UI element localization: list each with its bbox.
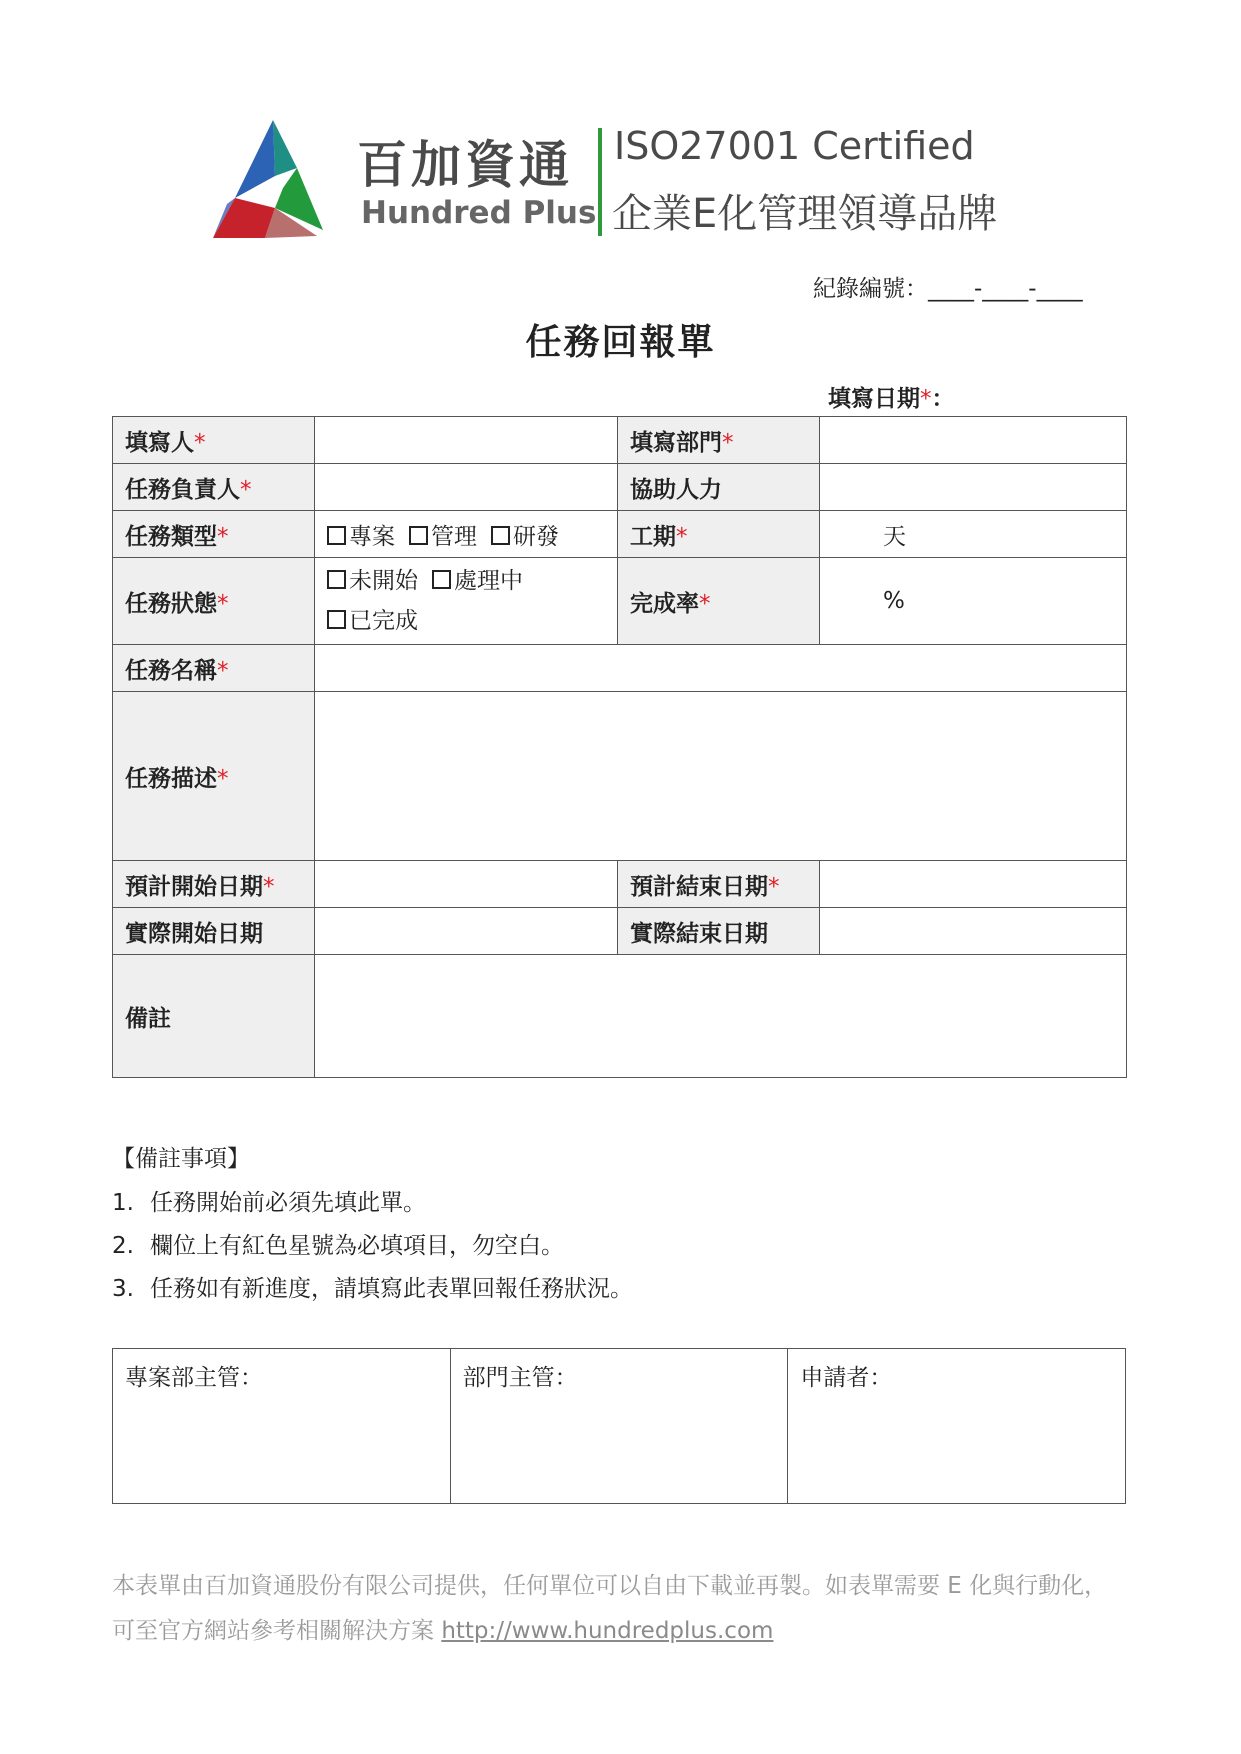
record-number-label: 紀錄編號：	[813, 276, 928, 302]
completion-unit: %	[883, 588, 905, 614]
task-status-label: 任務狀態*	[113, 558, 315, 645]
actual-start-field[interactable]	[315, 908, 618, 955]
signature-project-manager[interactable]: 專案部主管：	[113, 1349, 451, 1504]
duration-unit: 天	[883, 523, 906, 550]
footer-note	[112, 1564, 1122, 1654]
completion-field[interactable]	[820, 558, 1127, 645]
notes-heading: 【備註事項】	[112, 1146, 250, 1172]
filler-label: 填寫人*	[113, 417, 315, 464]
plan-start-label: 預計開始日期*	[113, 861, 315, 908]
actual-start-label: 實際開始日期	[113, 908, 315, 955]
task-name-label: 任務名稱*	[113, 645, 315, 692]
task-type-options	[315, 511, 618, 558]
company-logo	[213, 118, 323, 248]
department-label: 填寫部門*	[618, 417, 820, 464]
checkbox-icon	[327, 610, 346, 629]
assist-label: 協助人力	[618, 464, 820, 511]
task-type-label: 任務類型*	[113, 511, 315, 558]
owner-field[interactable]	[315, 464, 618, 511]
task-desc-field[interactable]	[315, 692, 1127, 861]
filler-field[interactable]	[315, 417, 618, 464]
task-status-options	[315, 558, 618, 645]
remark-label: 備註	[113, 955, 315, 1078]
brand-name-en: Hundred Plus	[361, 195, 597, 231]
checkbox-icon	[327, 526, 346, 545]
checkbox-icon	[491, 526, 510, 545]
actual-end-field[interactable]	[820, 908, 1127, 955]
task-report-form	[112, 416, 1127, 1078]
record-number	[813, 270, 1083, 303]
assist-field[interactable]	[820, 464, 1127, 511]
actual-end-label: 實際結束日期	[618, 908, 820, 955]
brand-name-zh: 百加資通	[357, 136, 573, 194]
plan-end-field[interactable]	[820, 861, 1127, 908]
record-number-field[interactable]: ____-____-____	[928, 276, 1083, 302]
fill-date-colon: ：	[931, 386, 955, 412]
signature-department-manager[interactable]: 部門主管：	[450, 1349, 788, 1504]
checkbox-icon	[432, 570, 451, 589]
checkbox-icon	[409, 526, 428, 545]
note-item: 3. 任務如有新進度，請填寫此表單回報任務狀況。	[112, 1276, 633, 1302]
status-option-not-started[interactable]: 未開始	[327, 568, 418, 594]
task-desc-label: 任務描述*	[113, 692, 315, 861]
fill-date	[828, 380, 955, 413]
remark-field[interactable]	[315, 955, 1127, 1078]
plan-start-field[interactable]	[315, 861, 618, 908]
duration-label: 工期*	[618, 511, 820, 558]
type-option-rd[interactable]: 研發	[491, 524, 559, 550]
completion-label: 完成率*	[618, 558, 820, 645]
signature-applicant[interactable]: 申請者：	[788, 1349, 1126, 1504]
note-item: 2. 欄位上有紅色星號為必填項目，勿空白。	[112, 1233, 564, 1259]
note-item: 1. 任務開始前必須先填此單。	[112, 1190, 426, 1216]
type-option-management[interactable]: 管理	[409, 524, 477, 550]
fill-date-label: 填寫日期	[828, 386, 920, 412]
signature-table	[112, 1348, 1126, 1504]
owner-label: 任務負責人*	[113, 464, 315, 511]
footer-text: 本表單由百加資通股份有限公司提供，任何單位可以自由下載並再製。如表單需要 E 化與行動化，可至官方網站參考相關解決方案	[112, 1573, 1108, 1644]
department-field[interactable]	[820, 417, 1127, 464]
required-mark: *	[920, 386, 932, 412]
iso-certification: ISO27001 Certified	[614, 124, 975, 168]
task-name-field[interactable]	[315, 645, 1127, 692]
page-title: 任務回報單	[525, 322, 716, 363]
brand-slogan: 企業E化管理領導品牌	[612, 191, 998, 237]
duration-field[interactable]	[820, 511, 1127, 558]
status-option-done[interactable]: 已完成	[327, 608, 418, 634]
plan-end-label: 預計結束日期*	[618, 861, 820, 908]
status-option-in-progress[interactable]: 處理中	[432, 568, 523, 594]
brand-divider	[598, 128, 602, 236]
type-option-project[interactable]: 專案	[327, 524, 395, 550]
checkbox-icon	[327, 570, 346, 589]
website-link[interactable]: http://www.hundredplus.com	[441, 1618, 774, 1644]
